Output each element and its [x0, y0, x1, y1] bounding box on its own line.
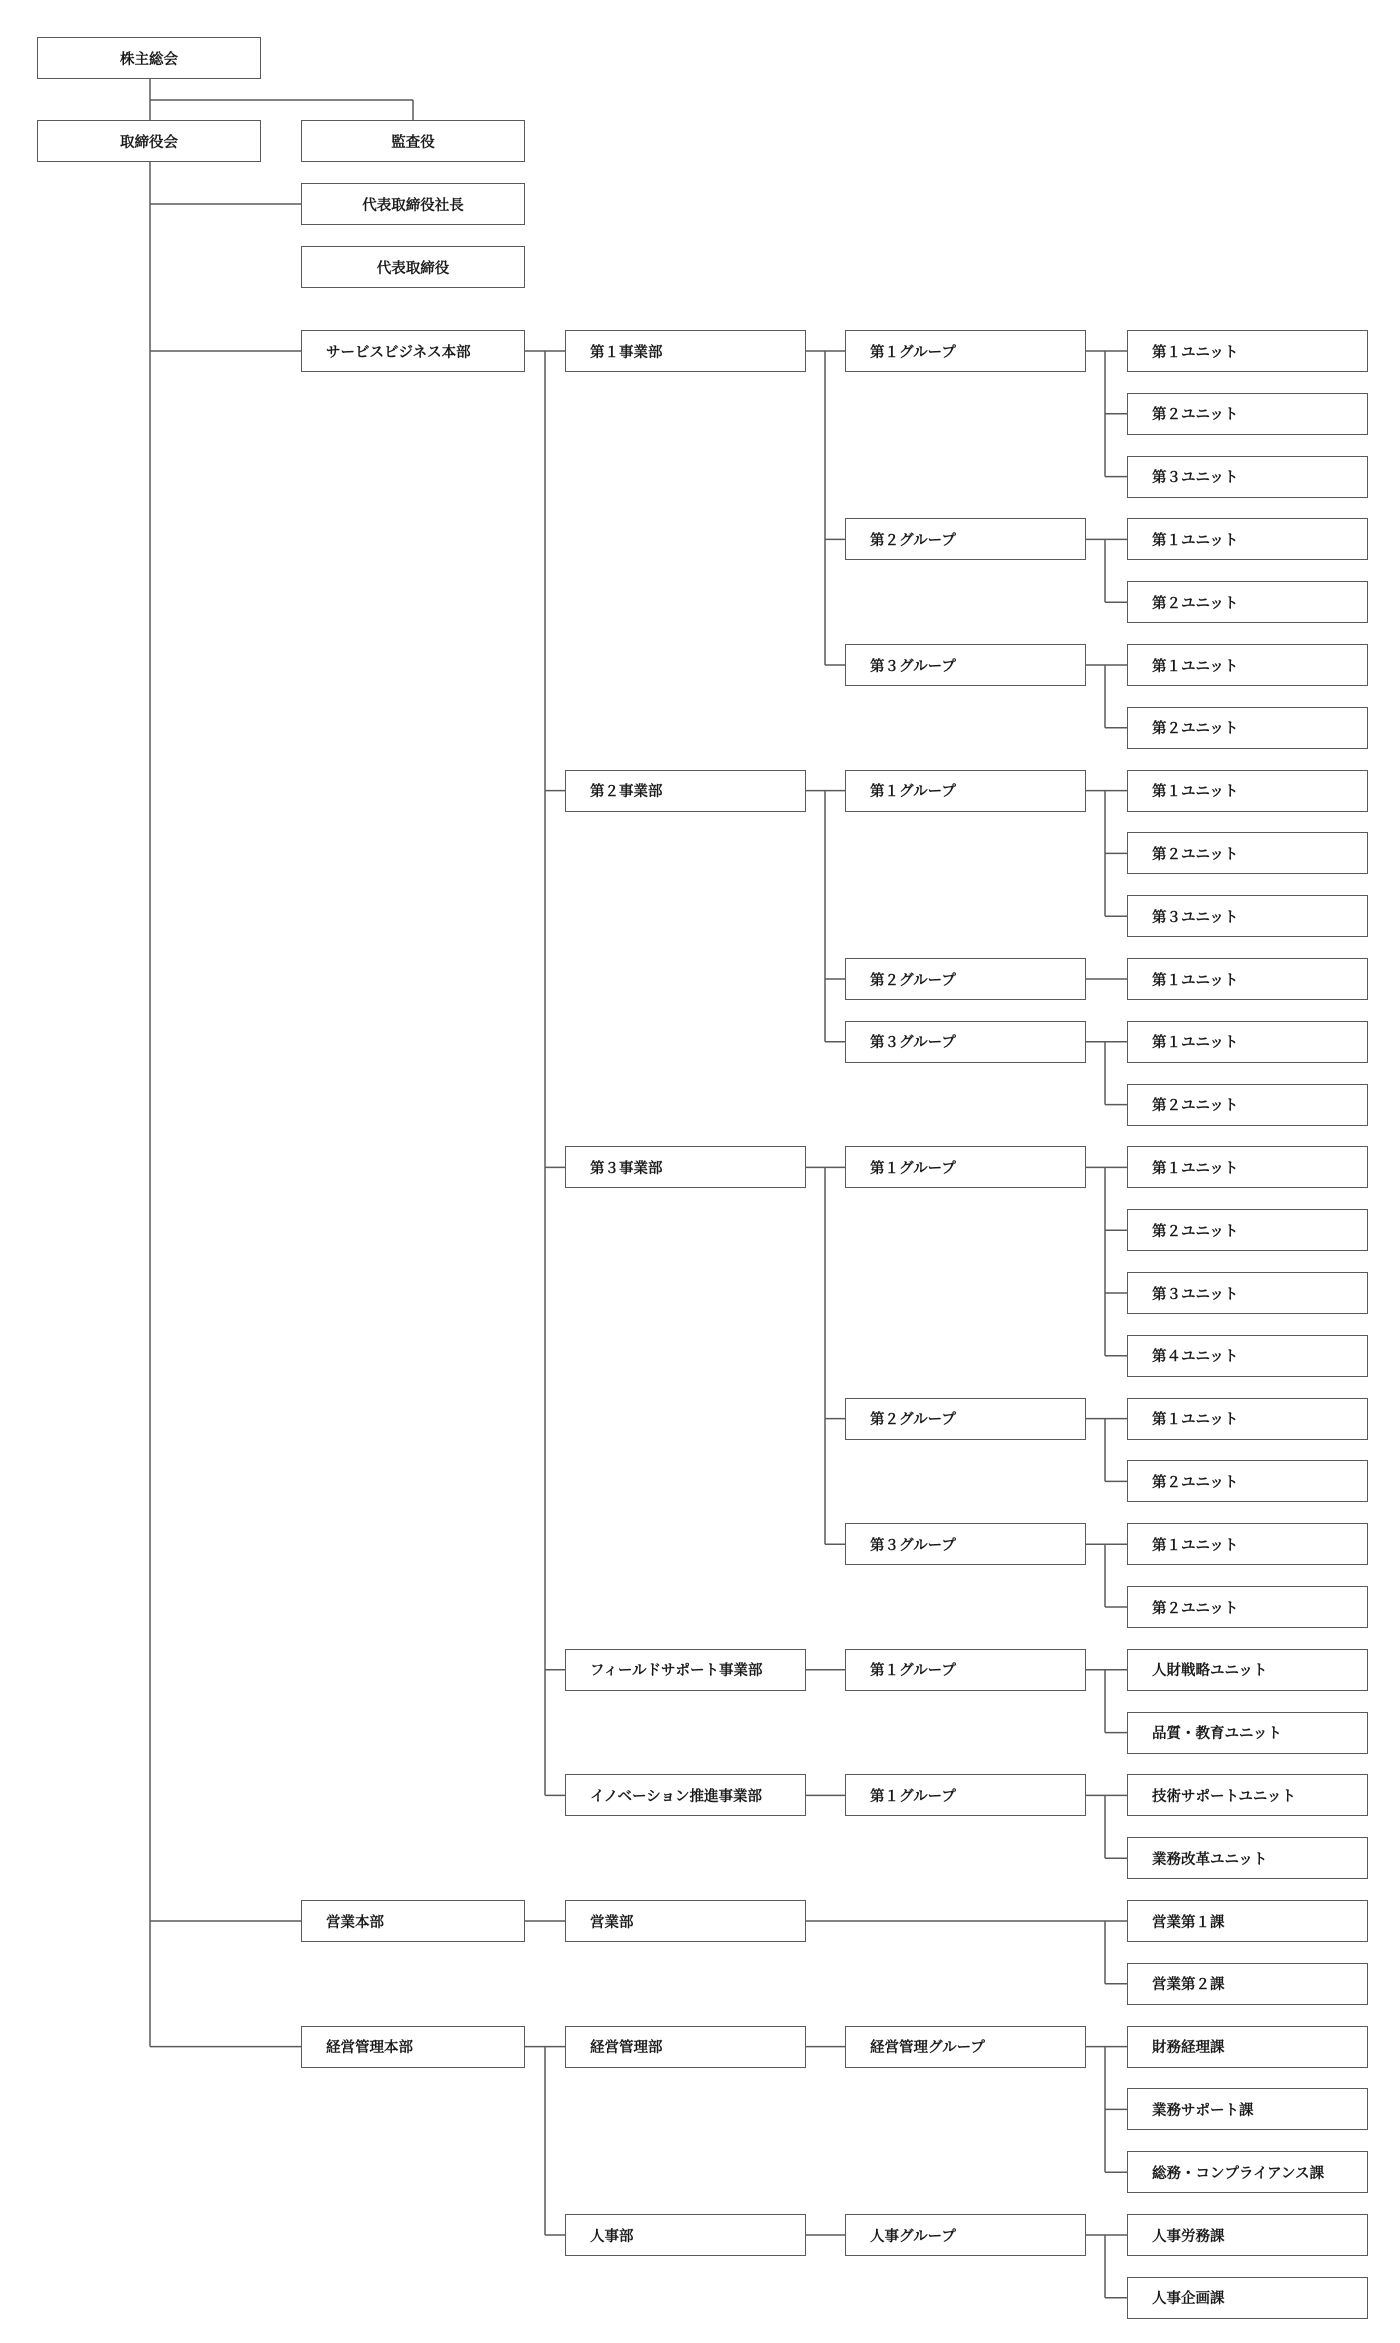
department-box: 営業部	[565, 1900, 806, 1942]
unit-box: 営業第２課	[1127, 1963, 1368, 2005]
group-box: 第３グループ	[845, 644, 1086, 686]
department-box: イノベーション推進事業部	[565, 1774, 806, 1816]
group-box: 第１グループ	[845, 770, 1086, 812]
unit-box: 第１ユニット	[1127, 330, 1368, 372]
unit-box: 業務改革ユニット	[1127, 1837, 1368, 1879]
node-president: 代表取締役社長	[301, 183, 525, 225]
group-box: 第３グループ	[845, 1523, 1086, 1565]
department-box: 第１事業部	[565, 330, 806, 372]
group-box: 第２グループ	[845, 1398, 1086, 1440]
unit-box: 営業第１課	[1127, 1900, 1368, 1942]
department-box: 第２事業部	[565, 770, 806, 812]
department-box: 第３事業部	[565, 1146, 806, 1188]
group-box: 第１グループ	[845, 1774, 1086, 1816]
unit-box: 第１ユニット	[1127, 1146, 1368, 1188]
unit-box: 第１ユニット	[1127, 958, 1368, 1000]
division-box: 経営管理本部	[301, 2026, 525, 2068]
group-box: 第２グループ	[845, 518, 1086, 560]
unit-box: 第１ユニット	[1127, 644, 1368, 686]
unit-box: 第２ユニット	[1127, 1209, 1368, 1251]
group-box: 第１グループ	[845, 330, 1086, 372]
unit-box: 第２ユニット	[1127, 1084, 1368, 1126]
unit-box: 総務・コンプライアンス課	[1127, 2151, 1368, 2193]
unit-box: 財務経理課	[1127, 2026, 1368, 2068]
unit-box: 第１ユニット	[1127, 518, 1368, 560]
group-box: 第３グループ	[845, 1021, 1086, 1063]
division-box: サービスビジネス本部	[301, 330, 525, 372]
unit-box: 第２ユニット	[1127, 1460, 1368, 1502]
unit-box: 第２ユニット	[1127, 581, 1368, 623]
department-box: 経営管理部	[565, 2026, 806, 2068]
unit-box: 業務サポート課	[1127, 2088, 1368, 2130]
group-box: 第１グループ	[845, 1649, 1086, 1691]
unit-box: 第１ユニット	[1127, 1398, 1368, 1440]
group-box: 第１グループ	[845, 1146, 1086, 1188]
unit-box: 第３ユニット	[1127, 1272, 1368, 1314]
unit-box: 技術サポートユニット	[1127, 1774, 1368, 1816]
group-box: 経営管理グループ	[845, 2026, 1086, 2068]
division-box: 営業本部	[301, 1900, 525, 1942]
node-shareholders: 株主総会	[37, 37, 261, 79]
node-auditor: 監査役	[301, 120, 525, 162]
group-box: 人事グループ	[845, 2214, 1086, 2256]
department-box: 人事部	[565, 2214, 806, 2256]
unit-box: 第３ユニット	[1127, 456, 1368, 498]
group-box: 第２グループ	[845, 958, 1086, 1000]
unit-box: 品質・教育ユニット	[1127, 1712, 1368, 1754]
unit-box: 第２ユニット	[1127, 707, 1368, 749]
unit-box: 第２ユニット	[1127, 1586, 1368, 1628]
unit-box: 人事企画課	[1127, 2277, 1368, 2319]
unit-box: 第２ユニット	[1127, 832, 1368, 874]
unit-box: 第２ユニット	[1127, 393, 1368, 435]
unit-box: 第４ユニット	[1127, 1335, 1368, 1377]
unit-box: 第１ユニット	[1127, 1523, 1368, 1565]
unit-box: 第３ユニット	[1127, 895, 1368, 937]
unit-box: 第１ユニット	[1127, 770, 1368, 812]
node-rep-director: 代表取締役	[301, 246, 525, 288]
unit-box: 人事労務課	[1127, 2214, 1368, 2256]
unit-box: 第１ユニット	[1127, 1021, 1368, 1063]
node-board: 取締役会	[37, 120, 261, 162]
department-box: フィールドサポート事業部	[565, 1649, 806, 1691]
unit-box: 人財戦略ユニット	[1127, 1649, 1368, 1691]
